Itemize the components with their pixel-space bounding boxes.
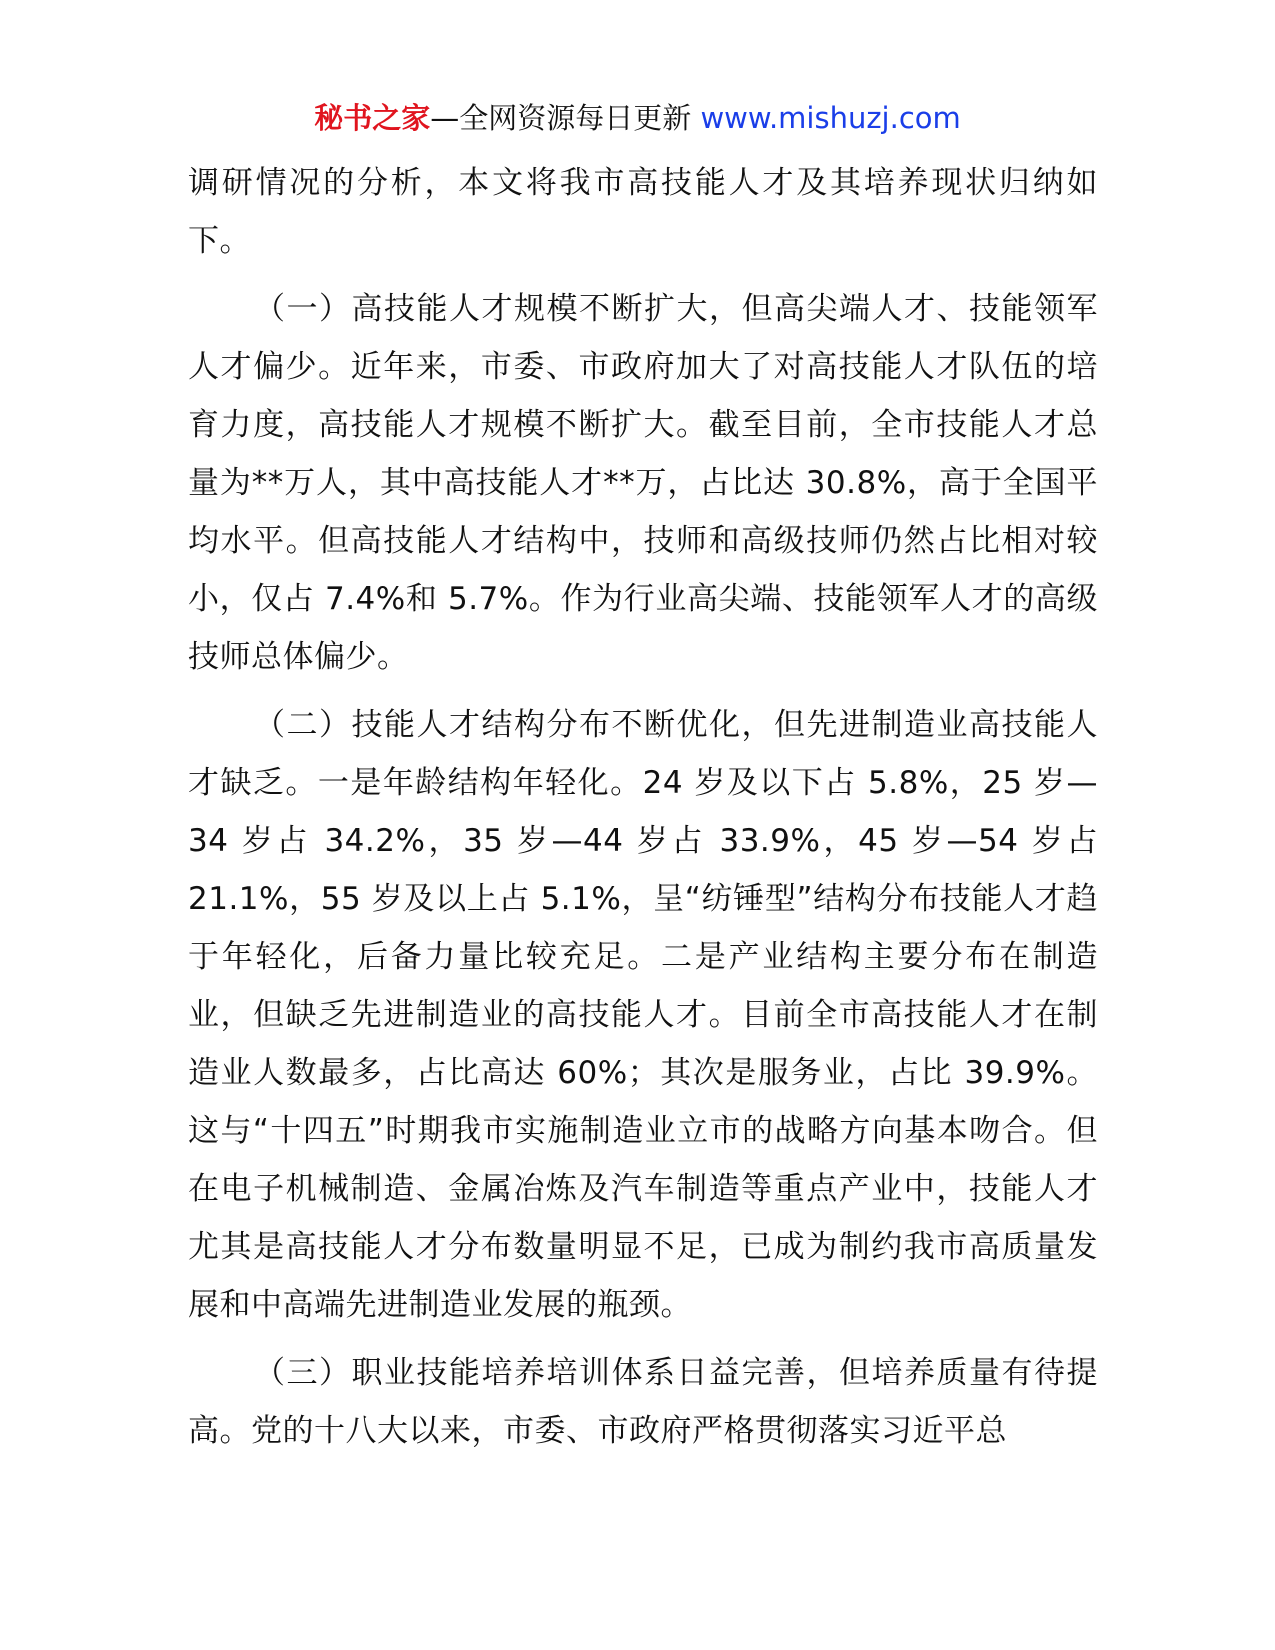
paragraph-section-2: （二）技能人才结构分布不断优化，但先进制造业高技能人才缺乏。一是年龄结构年轻化。24 岁及以下占 5.8%，25 岁—34 岁占 34.2%，35 岁—44 岁占 33.9%，45 岁—54 岁占 21.1%，55 岁及以上占 5.1%，呈“纺锤型”结构分布技能人才趋于年轻化，后备力量比较充足。二是产业结构主要分布在制造业，但缺乏先进制造业的高技能人才。目前全市高技能人才在制造业人数最多，占比高达 60%；其次是服务业，占比 39.9%。这与“十四五”时期我市实施制造业立市的战略方向基本吻合。但在电子机械制造、金属冶炼及汽车制造等重点产业中，技能人才尤其是高技能人才分布数量明显不足，已成为制约我市高质量发展和中高端先进制造业发展的瓶颈。	[188, 707, 1098, 1323]
document-body	[188, 154, 1098, 1460]
header-tagline: —全网资源每日更新	[430, 101, 701, 135]
brand-name: 秘书之家	[314, 101, 431, 135]
paragraph-section-3: （三）职业技能培养培训体系日益完善，但培养质量有待提高。党的十八大以来，市委、市政府严格贯彻落实习近平总	[188, 1355, 1098, 1449]
site-header	[0, 98, 1275, 138]
paragraph-section-1: （一）高技能人才规模不断扩大，但高尖端人才、技能领军人才偏少。近年来，市委、市政府加大了对高技能人才队伍的培育力度，高技能人才规模不断扩大。截至目前，全市技能人才总量为**万人，其中高技能人才**万，占比达 30.8%，高于全国平均水平。但高技能人才结构中，技师和高级技师仍然占比相对较小，仅占 7.4%和 5.7%。作为行业高尖端、技能领军人才的高级技师总体偏少。	[188, 291, 1098, 675]
paragraph-continuation: 调研情况的分析，本文将我市高技能人才及其培养现状归纳如下。	[188, 165, 1098, 259]
site-url-link[interactable]: www.mishuzj.com	[700, 101, 961, 135]
